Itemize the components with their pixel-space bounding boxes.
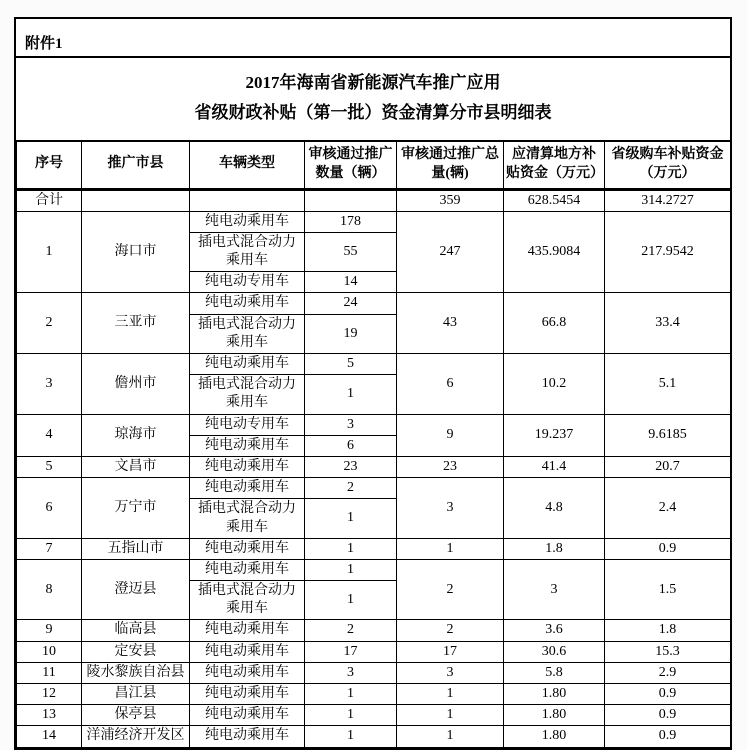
vehicle-type-cell: 纯电动乘用车 [190,641,305,662]
table-row [17,559,731,580]
vehicle-qty-cell: 2 [305,478,397,499]
provincial-subsidy-cell: 1.8 [605,620,731,641]
total-qty-cell: 247 [397,211,504,293]
provincial-subsidy-cell: 217.9542 [605,211,731,293]
local-subsidy-cell: 19.237 [504,414,605,456]
county-cell: 三亚市 [82,293,190,354]
vehicle-qty-cell: 14 [305,272,397,293]
vehicle-qty-cell: 55 [305,232,397,271]
provincial-subsidy-cell: 20.7 [605,456,731,477]
vehicle-type-cell: 纯电动乘用车 [190,293,305,314]
table-row [17,662,731,683]
total-qty-cell: 43 [397,293,504,354]
provincial-subsidy-cell: 33.4 [605,293,731,354]
vehicle-type-cell: 插电式混合动力乘用车 [190,232,305,271]
row-number-cell: 14 [17,726,82,747]
local-subsidy-cell: 1.80 [504,726,605,747]
document-title-line1: 2017年海南省新能源汽车推广应用 [245,73,501,92]
total-qty-cell: 17 [397,641,504,662]
county-cell: 琼海市 [82,414,190,456]
vehicle-type-cell: 插电式混合动力乘用车 [190,314,305,353]
local-subsidy-cell: 30.6 [504,641,605,662]
table-row [17,684,731,705]
local-subsidy-cell: 435.9084 [504,211,605,293]
county-cell: 昌江县 [82,684,190,705]
row-number-cell: 7 [17,538,82,559]
table-row [17,705,731,726]
empty-cell [305,189,397,211]
total-qty-cell: 9 [397,414,504,456]
county-cell: 海口市 [82,211,190,293]
vehicle-qty-cell: 1 [305,499,397,538]
vehicle-type-cell: 纯电动专用车 [190,414,305,435]
col-header-county: 推广市县 [82,141,190,190]
county-cell: 澄迈县 [82,559,190,620]
vehicle-qty-cell: 1 [305,581,397,620]
vehicle-qty-cell: 1 [305,705,397,726]
vehicle-qty-cell: 1 [305,375,397,414]
empty-cell [82,189,190,211]
provincial-subsidy-cell: 0.9 [605,684,731,705]
total-qty-cell: 6 [397,354,504,415]
vehicle-qty-cell: 1 [305,684,397,705]
vehicle-type-cell: 插电式混合动力乘用车 [190,499,305,538]
col-header-local-subsidy: 应清算地方补贴资金（万元） [504,141,605,190]
county-cell: 洋浦经济开发区 [82,726,190,747]
local-subsidy-cell: 3 [504,559,605,620]
vehicle-type-cell: 纯电动乘用车 [190,456,305,477]
provincial-subsidy-cell: 2.4 [605,478,731,539]
vehicle-qty-cell: 1 [305,538,397,559]
table-row [17,538,731,559]
header-row [17,141,731,190]
vehicle-qty-cell: 5 [305,354,397,375]
table-row [17,641,731,662]
vehicle-qty-cell: 178 [305,211,397,232]
total-qty-cell: 1 [397,684,504,705]
table-row [17,478,731,499]
total-qty-cell: 2 [397,559,504,620]
row-number-cell: 5 [17,456,82,477]
total-qty-cell: 3 [397,662,504,683]
vehicle-qty-cell: 3 [305,662,397,683]
county-cell: 文昌市 [82,456,190,477]
document-sheet [14,17,732,750]
row-number-cell: 1 [17,211,82,293]
vehicle-type-cell: 插电式混合动力乘用车 [190,375,305,414]
vehicle-type-cell: 纯电动乘用车 [190,662,305,683]
county-cell: 陵水黎族自治县 [82,662,190,683]
vehicle-type-cell: 纯电动乘用车 [190,620,305,641]
total-qty-cell: 2 [397,620,504,641]
provincial-subsidy-cell: 5.1 [605,354,731,415]
col-header-provincial-subsidy: 省级购车补贴资金（万元） [605,141,731,190]
vehicle-qty-cell: 23 [305,456,397,477]
col-header-approved-qty: 审核通过推广数量（辆） [305,141,397,190]
local-subsidy-cell: 1.8 [504,538,605,559]
row-number-cell: 2 [17,293,82,354]
vehicle-qty-cell: 1 [305,726,397,747]
local-subsidy-cell: 10.2 [504,354,605,415]
vehicle-type-cell: 纯电动乘用车 [190,478,305,499]
vehicle-qty-cell: 1 [305,559,397,580]
local-subsidy-cell: 3.6 [504,620,605,641]
vehicle-qty-cell: 6 [305,435,397,456]
row-number-cell: 6 [17,478,82,539]
total-label: 合计 [17,189,82,211]
vehicle-qty-cell: 2 [305,620,397,641]
row-number-cell: 3 [17,354,82,415]
vehicle-type-cell: 纯电动乘用车 [190,538,305,559]
empty-cell [190,189,305,211]
county-cell: 五指山市 [82,538,190,559]
provincial-subsidy-cell: 0.9 [605,705,731,726]
row-number-cell: 9 [17,620,82,641]
provincial-subsidy-cell: 9.6185 [605,414,731,456]
document-title [16,58,730,140]
row-number-cell: 13 [17,705,82,726]
annex-label: 附件1 [16,19,730,58]
vehicle-type-cell: 纯电动乘用车 [190,684,305,705]
total-qty-cell: 1 [397,726,504,747]
total-qty-cell: 23 [397,456,504,477]
vehicle-type-cell: 纯电动乘用车 [190,726,305,747]
local-subsidy-cell: 1.80 [504,705,605,726]
vehicle-qty-cell: 3 [305,414,397,435]
provincial-subsidy-cell: 2.9 [605,662,731,683]
total-qty-cell: 1 [397,538,504,559]
total-row [17,189,731,211]
provincial-subsidy-cell: 15.3 [605,641,731,662]
local-subsidy-cell: 41.4 [504,456,605,477]
table-row [17,620,731,641]
vehicle-type-cell: 纯电动专用车 [190,272,305,293]
table-body [17,189,731,747]
row-number-cell: 12 [17,684,82,705]
table-row [17,456,731,477]
table-row [17,414,731,435]
vehicle-qty-cell: 19 [305,314,397,353]
vehicle-qty-cell: 24 [305,293,397,314]
total-local-subsidy: 628.5454 [504,189,605,211]
subsidy-table [16,140,731,748]
table-row [17,293,731,314]
total-qty-cell: 359 [397,189,504,211]
table-row [17,726,731,747]
vehicle-type-cell: 纯电动乘用车 [190,211,305,232]
vehicle-type-cell: 插电式混合动力乘用车 [190,581,305,620]
total-qty-cell: 1 [397,705,504,726]
vehicle-qty-cell: 17 [305,641,397,662]
provincial-subsidy-cell: 0.9 [605,538,731,559]
table-row [17,354,731,375]
county-cell: 万宁市 [82,478,190,539]
row-number-cell: 4 [17,414,82,456]
county-cell: 临高县 [82,620,190,641]
local-subsidy-cell: 5.8 [504,662,605,683]
provincial-subsidy-cell: 0.9 [605,726,731,747]
total-provincial-subsidy: 314.2727 [605,189,731,211]
row-number-cell: 8 [17,559,82,620]
row-number-cell: 10 [17,641,82,662]
vehicle-type-cell: 纯电动乘用车 [190,435,305,456]
provincial-subsidy-cell: 1.5 [605,559,731,620]
vehicle-type-cell: 纯电动乘用车 [190,354,305,375]
table-row [17,211,731,232]
col-header-seq: 序号 [17,141,82,190]
row-number-cell: 11 [17,662,82,683]
col-header-approved-total: 审核通过推广总量(辆) [397,141,504,190]
local-subsidy-cell: 4.8 [504,478,605,539]
col-header-vehicle-type: 车辆类型 [190,141,305,190]
county-cell: 定安县 [82,641,190,662]
vehicle-type-cell: 纯电动乘用车 [190,559,305,580]
document-title-line2: 省级财政补贴（第一批）资金清算分市县明细表 [194,102,552,122]
county-cell: 儋州市 [82,354,190,415]
local-subsidy-cell: 66.8 [504,293,605,354]
total-qty-cell: 3 [397,478,504,539]
local-subsidy-cell: 1.80 [504,684,605,705]
vehicle-type-cell: 纯电动乘用车 [190,705,305,726]
county-cell: 保亭县 [82,705,190,726]
